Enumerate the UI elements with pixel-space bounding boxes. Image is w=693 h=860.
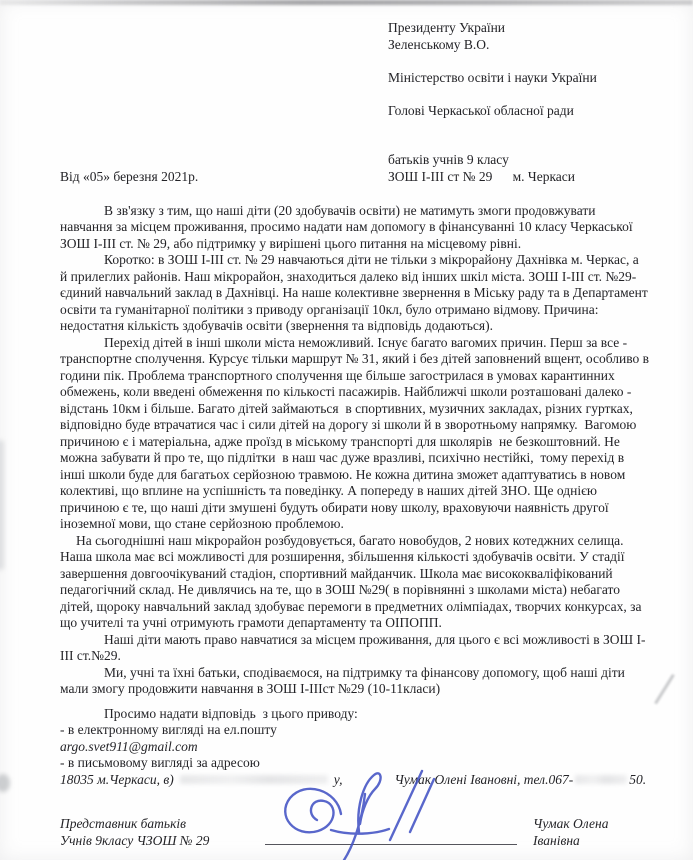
address-part: 50. xyxy=(629,771,647,787)
recipient-line: Міністерство освіти і науки України xyxy=(388,69,597,85)
paragraph: Ми, учні та їхні батьки, сподіваємося, на підтримку та фінансову допомогу, щоб наші діти мали змогу продовжити навчання в ЗОШ І-ІІІст №29 (10-11класи) xyxy=(60,664,629,696)
sender-line: ЗОШ І-ІІІ ст № 29 м. Черкаси xyxy=(388,168,576,184)
redacted-street-smudge xyxy=(180,775,328,784)
sender-line: батьків учнів 9 класу xyxy=(388,152,509,167)
recipient-line: Зеленському В.О. xyxy=(388,36,490,52)
paragraph: На сьогоднішні наш мікрорайон розбудовується, багато новобудов, 2 нових котеджних селища. Наша школа має всі можливості для розширення, збільшення кількості здобувачів освіти. У стадії завершення довгоочікуваний стадіон, спортивний майданчик. Школа має висококваліфікований педагогічний склад. Не дивлячись на те, що в ЗОШ №29( в порівнянні з школами міста) небагато дітей, щороку навчальний заклад здобуває перемоги в предметних олімпіадах, творчих конкурсах, за що учителі та учні отримують грамоти департаменту та ОІПОПП. xyxy=(60,532,645,630)
recipient-regional-council xyxy=(388,103,649,120)
paragraph: Перехід дітей в інші школи міста неможливий. Існує багато вагомих причин. Перш за все - транспортне сполучення. Курсує тільки маршрут № 31, який і без дітей заповнений вщент, особливо в години пік. Проблема транспортного сполучення ще більше загострилася в умовах карантинних обмежень, коли введені обмеження по кількості пасажирів. Найближчі школи розташовані далеко - відстань 10км і більше. Багато дітей займаються в спортивних, музичних закладах, різних гуртках, відповідно буде втрачатися час і сили дітей на дорогу зі школи й в зворотньому напрямку. Вагомою причиною є і матеріальна, адже проїзд в міському транспорті для школярів не безкоштовний. Не можна забувати й про те, що підлітки в наш час дуже вразливі, психічно нестійкі, тому перехід в інші школи буде для багатьох серйозною травмою. Не кожна дитина зможет адаптуватись в новом колективі, що вплине на успішність та поведінку. А попереду в наших дітей ЗНО. Ще однією причиною є те, що наші діти змушені будуть обирати нову школу, враховуючи наявність другої іноземної мови, що стане серйозною проблемою. xyxy=(60,334,653,531)
recipient-ministry xyxy=(388,70,649,87)
letter-body xyxy=(60,202,653,698)
signature-name: Чумак Олена Іванівна xyxy=(533,816,612,848)
recipient-block xyxy=(388,20,649,185)
reply-postal-address xyxy=(60,772,649,789)
address-part: у, xyxy=(333,771,343,787)
paragraph: Наші діти мають право навчатися за місцем проживання, для цього є всі можливості в ЗОШ І-ІІІ ст.№29. xyxy=(60,631,646,663)
recipient-president xyxy=(388,20,649,53)
address-part: 18035 м.Черкаси, в) xyxy=(60,771,174,787)
reply-email-address: argo.svet911@gmail.com xyxy=(60,738,198,754)
signature-line xyxy=(265,842,517,845)
signature-title-line: Представник батьків xyxy=(60,816,186,831)
signature-title xyxy=(60,816,265,849)
paragraph: Коротко: в ЗОШ І-ІІІ ст. № 29 навчаються діти не тільки з мікрорайону Дахнівка м. Черкас, а й прилеглих районів. Наш мікрорайон, знаходиться далеко від інших шкіл міста. ЗОШ І-ІІІ ст. №29- єдиний навчальний заклад в Дахнівці. На наше колективне звернення в Міську раду та в Департамент освіти та гуманітарної політики з приводу організації 10кл, було отримано відмову. Причина: недостатня кількість здобувачів освіти (звернення та відповідь додаються). xyxy=(60,252,652,333)
reply-email-label: - в електронному вигляді на ел.пошту xyxy=(60,722,277,737)
redacted-phone-smudge xyxy=(575,775,627,784)
reply-intro: Просимо надати відповідь з цього приводу: xyxy=(104,705,358,721)
signature-title-line: Учнів 9класу ЧЗОШ № 29 xyxy=(60,832,210,848)
paragraph: В зв'язку з тим, що наші діти (20 здобувачів освіти) не матимуть змоги продовжувати навчання за місцем проживання, просимо надати нам допомогу в фінансуванні 10 класу Черкаської ЗОШ І-ІІІ ст. № 29, або підтримку у вирішені цього питання на місцевому рівні. xyxy=(60,202,637,251)
letter-date: Від «05» березня 2021р. xyxy=(60,169,199,184)
recipient-line: Президенту України xyxy=(388,20,506,35)
recipient-line: Голові Черкаської обласної ради xyxy=(388,102,574,118)
signature-block xyxy=(60,816,649,849)
reply-instructions xyxy=(60,706,649,789)
reply-mail-label: - в письмовому вигляді за адресою xyxy=(60,755,260,770)
address-part: Чумак Олені Івановні, тел.067- xyxy=(394,771,574,787)
